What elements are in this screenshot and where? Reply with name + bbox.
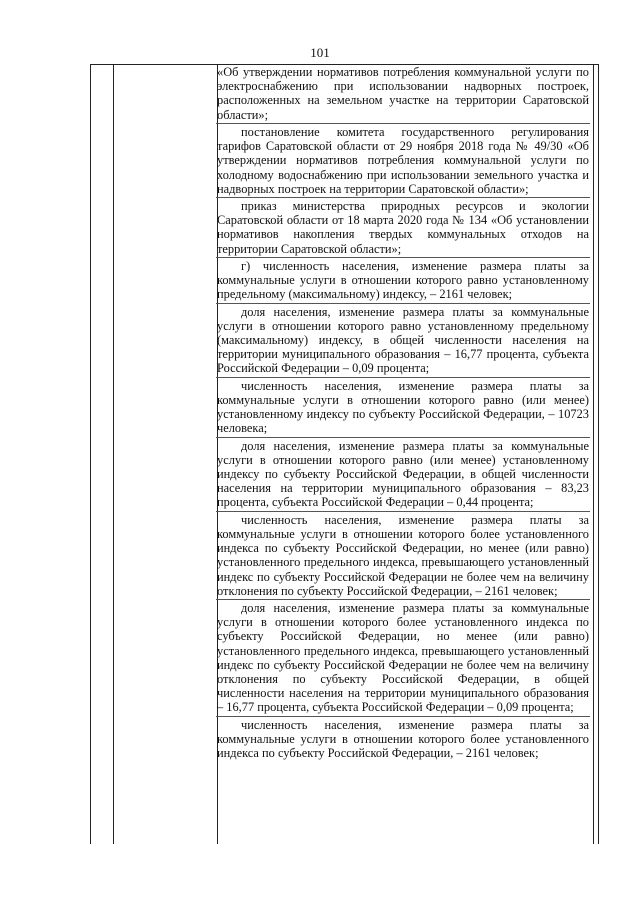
paragraph: «Об утверждении нормативов потребления коммунальной услуги по электроснабжению при использовании надворных построек, расположенных на земельном участке на территории Саратовской области»; — [217, 65, 589, 122]
paragraph: приказ министерства природных ресурсов и экологии Саратовской области от 18 марта 2020 года № 134 «Об установлении нормативов накопления твердых коммунальных отходов на территории Саратовской области»; — [217, 199, 589, 256]
paragraph: численность населения, изменение размера платы за коммунальные услуги в отношении которого более установленного индекса по субъекту Российской Федерации, но менее (или равно) установленного предельного индекса, превышающего установленный индекс по субъекту Российской Федерации не более чем на величину отклонения по субъекту Российской Федерации, – 2161 человек; — [217, 512, 589, 598]
cell-divider — [216, 511, 590, 512]
paragraph: доля населения, изменение размера платы за коммунальные услуги в отношении которого равно установленному предельному (максимальному) индексу, в общей численности населения на территории муниципального образования – 16,77 процента, субъекта Российской Федерации – 0,09 процента; — [217, 304, 589, 376]
paragraph: г) численность населения, изменение размера платы за коммунальные услуги в отношении которого равно установленному предельному (максимальному) индексу, – 2161 человек; — [217, 258, 589, 302]
cell-divider — [216, 123, 590, 124]
paragraph: доля населения, изменение размера платы за коммунальные услуги в отношении которого более установленного индекса по субъекту Российской Федерации, но менее (или равно) установленного предельного индекса, превышающего установленный индекс по субъекту Российской Федерации не более чем на величину отклонения по субъекту Российской Федерации, в общей численности населения на территории муниципального образования – 16,77 процента, субъекта Российской Федерации – 0,09 процента; — [217, 601, 589, 715]
page-number: 101 — [310, 45, 330, 60]
cell-divider — [216, 377, 590, 378]
cell-divider — [216, 599, 590, 600]
paragraph: численность населения, изменение размера платы за коммунальные услуги в отношении которого более установленного индекса по субъекту Российской Федерации, – 2161 человек; — [217, 717, 589, 761]
cell-divider — [216, 716, 590, 717]
column-divider — [113, 65, 114, 844]
cell-divider — [216, 303, 590, 304]
cell-divider — [216, 257, 590, 258]
column-divider — [593, 65, 594, 844]
cell-divider — [216, 437, 590, 438]
paragraph: численность населения, изменение размера платы за коммунальные услуги в отношении которого равно (или менее) установленному индексу по субъекту Российской Федерации, – 10723 человека; — [217, 378, 589, 436]
cell-divider — [216, 197, 590, 198]
paragraph: постановление комитета государственного регулирования тарифов Саратовской области от 29 ноября 2018 года № 49/30 «Об утверждении нормативов потребления коммунальной услуги по холодному водоснабжению при использовании земельного участка и надворных построек на территории Саратовской области»; — [217, 124, 589, 196]
paragraph: доля населения, изменение размера платы за коммунальные услуги в отношении которого равно (или менее) установленному индексу по субъекту Российской Федерации, в общей численности населения на территории муниципального образования – 83,23 процента, субъекта Российской Федерации – 0,44 процента; — [217, 438, 589, 510]
table-cell-text — [217, 65, 589, 761]
